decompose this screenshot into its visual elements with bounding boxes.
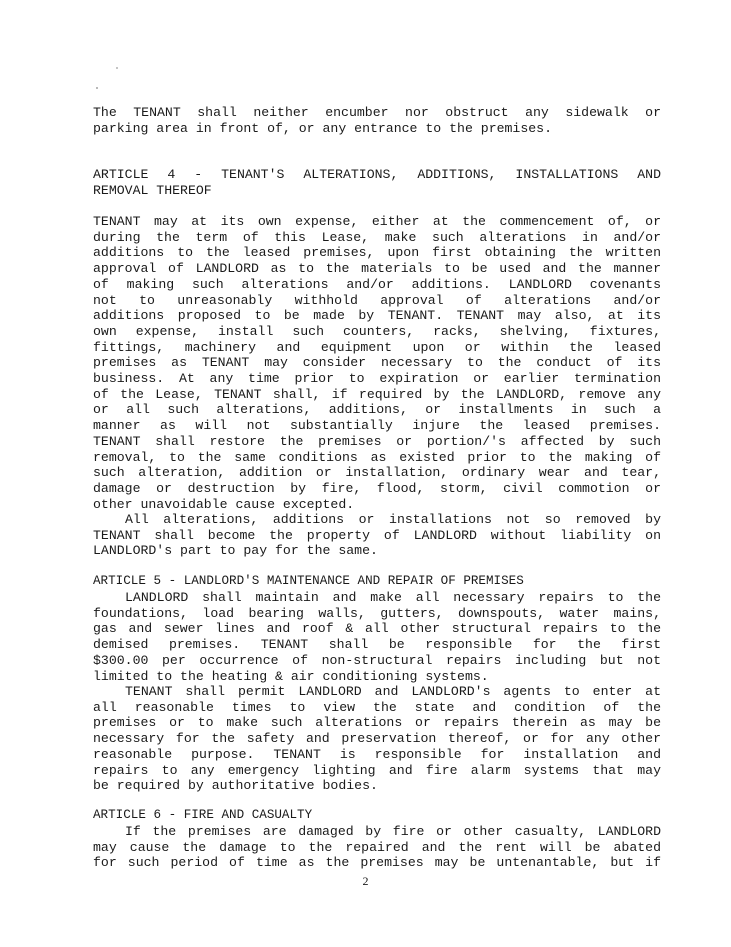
article-5-paragraph-1 (93, 590, 661, 684)
article-5-paragraph-2 (93, 684, 661, 794)
text-line: $300.00 per occurrence of non-structural repairs including but not (93, 652, 661, 668)
text-line: damage or destruction by fire, flood, storm, civil commotion or (93, 480, 661, 496)
text-line: The TENANT shall neither encumber nor obstruct any sidewalk or (93, 105, 661, 120)
article-6-paragraph-1 (93, 824, 661, 871)
intro-paragraph (93, 105, 661, 136)
text-line: LANDLORD's part to pay for the same. (93, 543, 378, 559)
text-line: be required by authoritative bodies. (93, 778, 378, 794)
scan-speck (96, 87, 98, 89)
article-5-heading: ARTICLE 5 - LANDLORD'S MAINTENANCE AND REPAIR OF PREMISES (93, 574, 524, 588)
text-line: may cause the damage to the repaired and the rent will be abated (93, 839, 661, 855)
scan-speck (116, 67, 118, 69)
article-4-paragraph-1 (93, 214, 661, 512)
text-line: reasonable purpose. TENANT is responsible for installation and (93, 746, 661, 762)
text-line: TENANT shall restore the premises or portion/'s affected by such (93, 433, 661, 449)
text-line: approval of LANDLORD as to the materials to be used and the manner (93, 261, 661, 277)
page-number: 2 (362, 874, 369, 888)
text-line: additions proposed to be made by TENANT. TENANT may also, at its (93, 308, 661, 324)
text-line: for such period of time as the premises may be untenantable, but if (93, 855, 661, 871)
text-line: business. At any time prior to expiration or earlier termination (93, 371, 661, 387)
text-line: repairs to any emergency lighting and fire alarm systems that may (93, 762, 661, 778)
text-line: TENANT shall become the property of LANDLORD without liability on (93, 527, 661, 543)
text-line: other unavoidable cause excepted. (93, 496, 355, 512)
text-line: of making such alterations and/or additions. LANDLORD covenants (93, 276, 661, 292)
text-line: LANDLORD shall maintain and make all necessary repairs to the (125, 590, 661, 605)
text-line: TENANT shall permit LANDLORD and LANDLORD's agents to enter at (125, 684, 661, 699)
text-line: demised premises. TENANT shall be responsible for the first (93, 637, 661, 653)
text-line: TENANT may at its own expense, either at the commencement of, or (93, 214, 661, 229)
article-4-paragraph-2 (93, 512, 661, 559)
article-4-heading (93, 167, 661, 198)
text-line: manner as will not substantially injure the leased premises. (93, 418, 661, 434)
text-line: parking area in front of, or any entrance to the premises. (93, 120, 552, 136)
text-line: gas and sewer lines and roof & all other structural repairs to the (93, 621, 661, 637)
text-line: ARTICLE 4 - TENANT'S ALTERATIONS, ADDITIONS, INSTALLATIONS AND (93, 167, 661, 182)
text-line: all reasonable times to view the state and condition of the (93, 699, 661, 715)
text-line: not to unreasonably withhold approval of alterations and/or (93, 292, 661, 308)
text-line: removal, to the same conditions as existed prior to the making of (93, 449, 661, 465)
text-line: fittings, machinery and equipment upon or within the leased (93, 339, 661, 355)
text-line: REMOVAL THEREOF (93, 182, 212, 198)
text-line: during the term of this Lease, make such alterations in and/or (93, 229, 661, 245)
text-line: premises or to make such alterations or repairs therein as may be (93, 715, 661, 731)
text-line: If the premises are damaged by fire or other casualty, LANDLORD (125, 824, 661, 839)
article-6-heading: ARTICLE 6 - FIRE AND CASUALTY (93, 808, 313, 822)
text-line: All alterations, additions or installations not so removed by (125, 512, 661, 527)
text-line: of the Lease, TENANT shall, if required by the LANDLORD, remove any (93, 386, 661, 402)
text-line: such alteration, addition or installation, ordinary wear and tear, (93, 465, 661, 481)
text-line: premises as TENANT may consider necessary to the conduct of its (93, 355, 661, 371)
text-line: own expense, install such counters, racks, shelving, fixtures, (93, 323, 661, 339)
text-line: foundations, load bearing walls, gutters, downspouts, water mains, (93, 605, 661, 621)
text-line: or all such alterations, additions, or installments in such a (93, 402, 661, 418)
text-line: limited to the heating & air conditioning systems. (93, 668, 489, 684)
text-line: necessary for the safety and preservation thereof, or for any other (93, 731, 661, 747)
text-line: additions to the leased premises, upon first obtaining the written (93, 245, 661, 261)
